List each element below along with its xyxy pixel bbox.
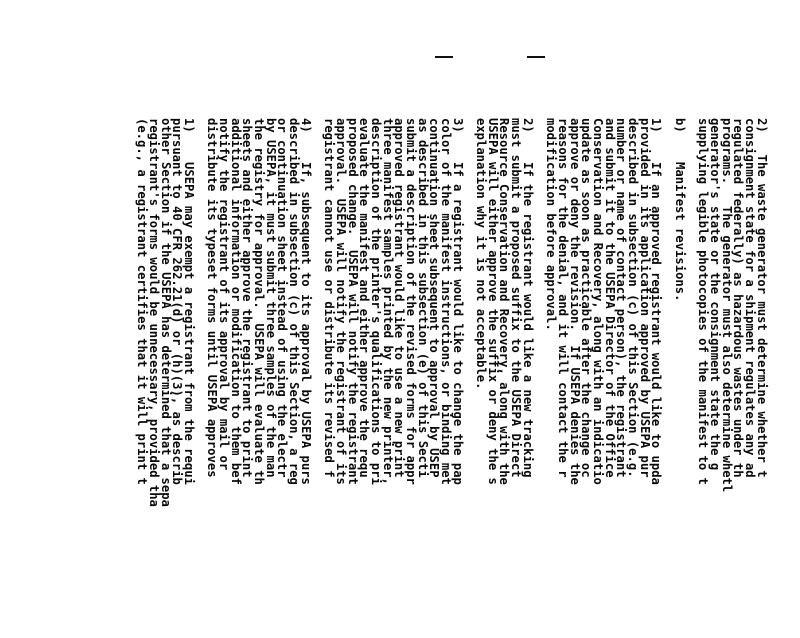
text-line: explanation why it is not acceptable. (474, 118, 489, 390)
header-dash-mark (527, 56, 545, 58)
text-line: the registry for approval. USEPA will evaluate th (252, 118, 267, 485)
text-line: or continuation sheet instead of using the electr (275, 118, 290, 478)
text-line: as described in this subsection (e) of this Secti (415, 118, 430, 478)
text-line: Resource Conservation and Recovery, along with the (497, 118, 512, 485)
text-line: by USEPA, it must submit three samples of the man (263, 118, 278, 478)
paragraph-para-2 (696, 118, 769, 638)
text-line: evaluate the manifest and either approve the requ (357, 118, 372, 478)
text-line: submit a description of the revised forms for appr (403, 118, 418, 485)
text-line: number or name of contact person), the registrant (614, 118, 629, 478)
text-line: 3) If a registrant would like to change the pap (450, 118, 465, 485)
text-line: update as soon as practicable after the change oc (579, 118, 594, 478)
text-line: Conservation and Recovery, along with an indicatio (590, 118, 605, 485)
text-line: generator's state or the consignment state the g (707, 118, 722, 471)
text-line: consignment state for a shipment regulates any ad (742, 118, 757, 478)
text-line: distribute its typeset forms until USEPA approves (205, 118, 220, 478)
paragraph-para-b1 (545, 118, 662, 638)
text-line: b) Manifest revisions. (672, 118, 687, 302)
text-line: registrant cannot use or distribute its revised f (322, 118, 337, 478)
text-line: 4) If, subsequent to its approval by USEPA purs (298, 118, 313, 485)
text-blocks (135, 118, 769, 638)
rotated-regulation-text (90, 118, 790, 638)
header-dash-mark (435, 56, 453, 58)
text-line: continuation sheet subsequent to approval by USEP (427, 118, 442, 478)
text-line: and submit it to the USEPA Director of the Office (602, 118, 617, 478)
text-line: three manifest samples printed by the new printer, (380, 118, 395, 485)
text-line: supplying legible photocopies of the manifest to t (696, 118, 711, 485)
text-line: regulated federally) as hazardous wastes under th (731, 118, 746, 478)
text-line: approval. USEPA will notify the registrant of its (333, 118, 348, 485)
text-line: modification before approval. (544, 118, 559, 331)
text-line: reasons for the denial, and it will contact the r (555, 118, 570, 478)
text-line: provided in its application approved by USEPA pur (637, 118, 652, 478)
text-line: color of the manifest instructions, or binding met (439, 118, 454, 485)
text-line: notify the registrant of its approval by mail or (216, 118, 231, 471)
text-line: 2) If the registrant would like a new tracking (520, 118, 535, 478)
text-line: approved registrant would like to use a new print (392, 118, 407, 478)
text-line: must submit a proposed suffix to the USEPA Direct (509, 118, 524, 478)
text-line: registrant's forms would be unnecessary, provided tha (146, 118, 161, 507)
paragraph-para-b4 (206, 118, 311, 638)
paragraph-heading-b (673, 118, 685, 638)
text-line: described in subsection (c) of this Section, a reg (287, 118, 302, 485)
text-line: 1) USEPA may exempt a registrant from the requi (181, 118, 196, 485)
text-line: programs. The generator must also determine whetl (719, 118, 734, 493)
text-line: pursuant to 40 CFR 262.21(d) or (h)(3), as describ (170, 118, 185, 485)
paragraph-para-b2 (474, 118, 535, 638)
paragraph-gap (661, 118, 673, 638)
text-line: approve or deny the revision. If USEPA denies the (567, 118, 582, 485)
text-line: (e.g., a registrant certifies that it will print t (135, 118, 150, 485)
text-line: other Section if the USEPA has determined that a sepa (158, 118, 173, 507)
text-line: 2) The waste generator must determine whether t (754, 118, 769, 478)
text-line: description of the printer's qualifications to pri (368, 118, 383, 485)
text-line: proposed change. USEPA will notify the registrant (345, 118, 360, 485)
text-line: described in subsection (c) of this Section (e.g. (626, 118, 641, 478)
text-line: 1) If an approved registrant would like to upda (649, 118, 664, 485)
text-line: USEPA will either approve the suffix or deny the s (485, 118, 500, 485)
paragraph-para-b3 (322, 118, 465, 638)
text-line: sheets and either approve the registrant to print (240, 118, 255, 478)
text-line: additional information or modification to them bef (228, 118, 243, 485)
paragraph-para-c1 (135, 118, 196, 638)
